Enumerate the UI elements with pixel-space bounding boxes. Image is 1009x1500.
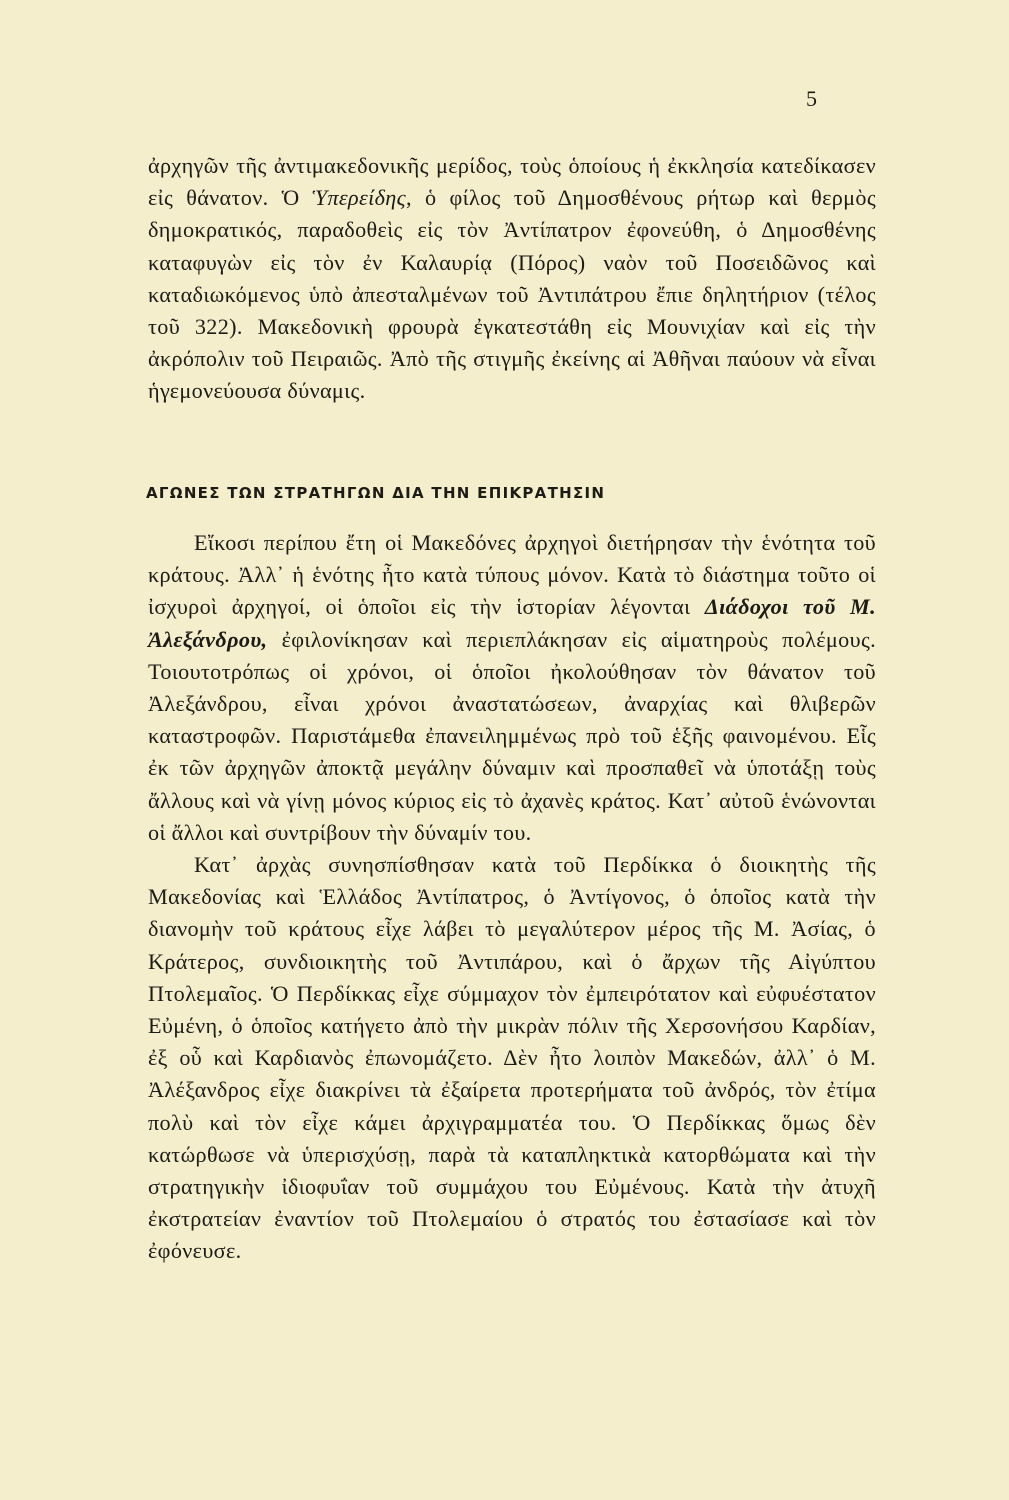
paragraph-text: , ὁ φίλος τοῦ Δημοσθένους ρήτωρ καὶ θερμὸς δημοκρατικός, παραδοθεὶς εἰς τὸν Ἀντίπατρον ἐφονεύθη, ὁ Δημοσθένης καταφυγὼν εἰς τὸν ἐν Καλαυρίᾳ (Πόρος) ναὸν τοῦ Ποσειδῶνος καὶ καταδιωκόμενος ὑπὸ ἀπεσταλμένων τοῦ Ἀντιπάτρου ἔπιε δηλητήριον (τέλος τοῦ 322). Μακεδονικὴ φρουρὰ ἐγκατεστάθη εἰς Μουνιχίαν καὶ εἰς τὴν ἀκρόπολιν τοῦ Πειραιῶς. Ἀπὸ τῆς στιγμῆς ἐκείνης αἱ Ἀθῆναι παύουν νὰ εἶναι ἡγεμονεύουσα δύναμις. [148, 185, 876, 404]
section-heading: ΑΓΩΝΕΣ ΤΩΝ ΣΤΡΑΤΗΓΩΝ ΔΙΑ ΤΗΝ ΕΠΙΚΡΑΤΗΣΙΝ [146, 484, 606, 502]
paragraph-text: Εἴκοσι περίπου ἔτη οἱ Μακεδόνες ἀρχηγοὶ διετήρησαν τὴν ἑνότητα τοῦ κράτους. Ἀλλ᾽ ἡ ἑνότης ἦτο κατὰ τύπους μόνον. Κατὰ τὸ διάστημα τοῦτο οἱ ἰσχυροὶ ἀρχηγοί, οἱ ὁποῖοι εἰς τὴν ἱστορίαν λέγονται [148, 530, 876, 620]
page-number: 5 [806, 86, 817, 111]
paragraph-text: ἀρχηγῶν τῆς ἀντιμακεδονικῆς μερίδος, τοὺς ὁποίους ἡ ἐκκλησία κατεδίκασεν εἰς θάνατον. Ὁ [148, 153, 876, 211]
paragraph [148, 150, 876, 408]
paragraph [148, 527, 876, 849]
text-block-main [148, 527, 876, 1268]
paragraph-text: ἐφιλονίκησαν καὶ περιεπλάκησαν εἰς αἱματηροὺς πολέμους. Τοιουτοτρόπως οἱ χρόνοι, οἱ ὁποῖοι ἠκολούθησαν τὸν θάνατον τοῦ Ἀλεξάνδρου, εἶναι χρόνοι ἀναστατώσεων, ἀναρχίας καὶ θλιβερῶν καταστροφῶν. Παριστάμεθα ἐπανειλημμένως πρὸ τοῦ ἑξῆς φαινομένου. Εἷς ἐκ τῶν ἀρχηγῶν ἀποκτᾷ μεγάλην δύναμιν καὶ προσπαθεῖ νὰ ὑποτάξῃ τοὺς ἄλλους καὶ νὰ γίνῃ μόνος κύριος εἰς τὸ ἀχανὲς κράτος. Κατ᾽ αὐτοῦ ἑνώνονται οἱ ἄλλοι καὶ συντρίβουν τὴν δύναμίν του. [148, 626, 876, 845]
text-block-intro [148, 150, 876, 408]
emphasized-term: Διάδοχοι τοῦ Μ. Ἀλεξάνδρου, [148, 594, 876, 652]
emphasized-name: Ὑπερείδης [312, 185, 406, 211]
paragraph: Κατ᾽ ἀρχὰς συνησπίσθησαν κατὰ τοῦ Περδίκκα ὁ διοικητὴς τῆς Μακεδονίας καὶ Ἑλλάδος Ἀντίπατρος, ὁ Ἀντίγονος, ὁ ὁποῖος κατὰ τὴν διανομὴν τοῦ κράτους εἶχε λάβει τὸ μεγαλύτερον μέρος τῆς Μ. Ἀσίας, ὁ Κράτερος, συνδιοικητὴς τοῦ Ἀντιπάρου, καὶ ὁ ἄρχων τῆς Αἰγύπτου Πτολεμαῖος. Ὁ Περδίκκας εἶχε σύμμαχον τὸν ἐμπειρότατον καὶ εὐφυέστατον Εὐμένη, ὁ ὁποῖος κατήγετο ἀπὸ τὴν μικρὰν πόλιν τῆς Χερσονήσου Καρδίαν, ἐξ οὗ καὶ Καρδιανὸς ἐπωνομάζετο. Δὲν ἦτο λοιπὸν Μακεδών, ἀλλ᾽ ὁ Μ. Ἀλέξανδρος εἶχε διακρίνει τὰ ἐξαίρετα προτερήματα τοῦ ἀνδρός, τὸν ἐτίμα πολὺ καὶ τὸν εἶχε κάμει ἀρχιγραμματέα του. Ὁ Περδίκκας ὅμως δὲν κατώρθωσε νὰ ὑπερισχύσῃ, παρὰ τὰ καταπληκτικὰ κατορθώματα καὶ τὴν στρατηγικὴν ἰδιοφυΐαν τοῦ συμμάχου του Εὐμένους. Κατὰ τὴν ἀτυχῆ ἐκστρατείαν ἐναντίον τοῦ Πτολεμαίου ὁ στρατός του ἐστασίασε καὶ τὸν ἐφόνευσε. [148, 852, 876, 1264]
